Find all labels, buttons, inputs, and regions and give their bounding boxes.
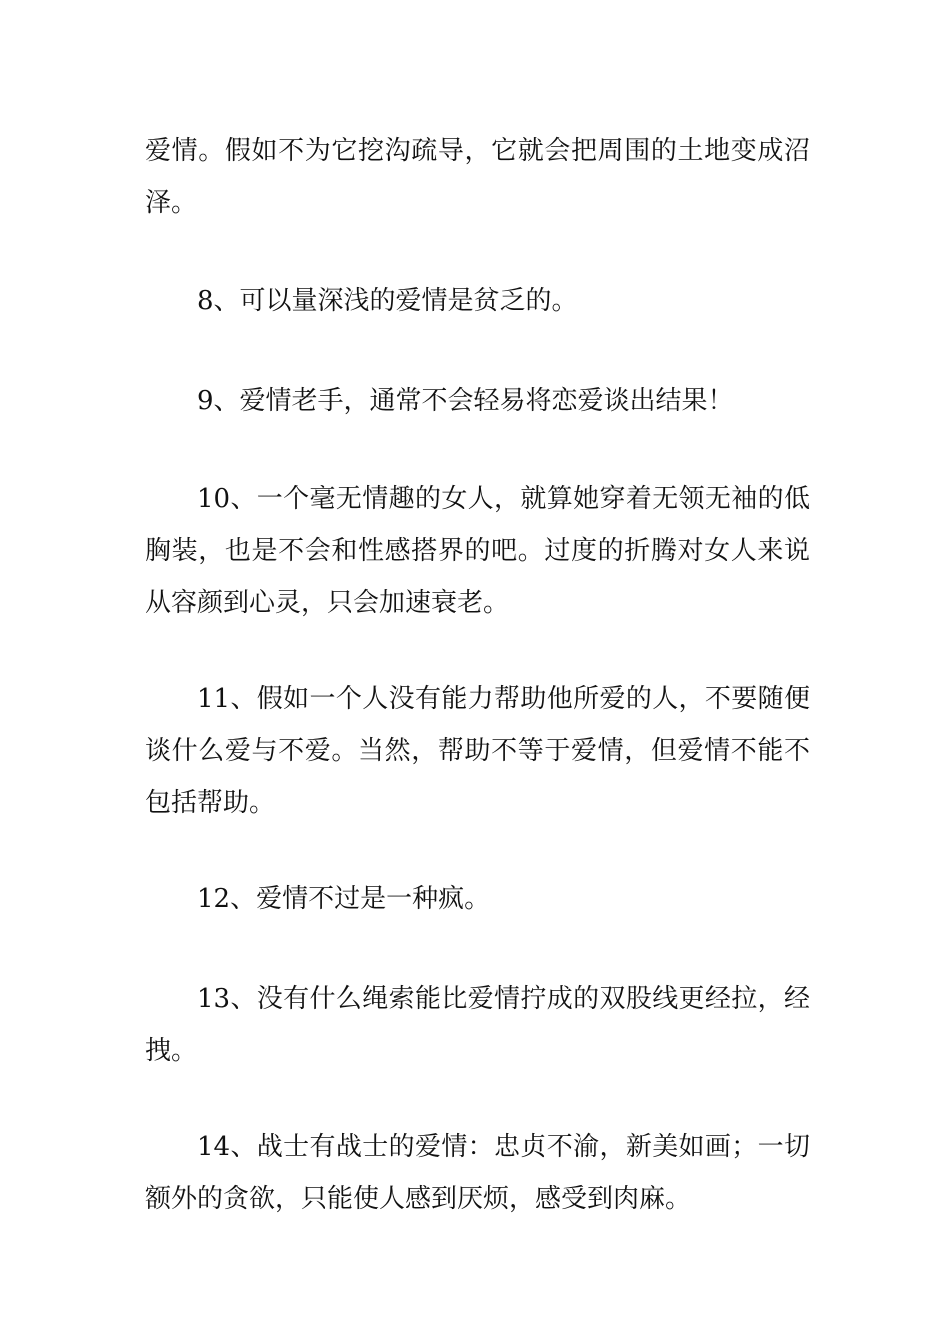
paragraph-item-9: 9、爱情老手，通常不会轻易将恋爱谈出结果！ [197, 386, 734, 416]
paragraph-item-11: 11、假如一个人没有能力帮助他所爱的人，不要随便谈什么爱与不爱。当然，帮助不等于爱情，但爱情不能不包括帮助。 [145, 684, 810, 818]
paragraph-continuation: 爱情。假如不为它挖沟疏导，它就会把周围的土地变成沼泽。 [145, 136, 810, 218]
paragraph-item-8: 8、可以量深浅的爱情是贫乏的。 [197, 286, 578, 316]
paragraph-item-14: 14、战士有战士的爱情：忠贞不渝，新美如画；一切额外的贪欲，只能使人感到厌烦，感受到肉麻。 [145, 1132, 810, 1214]
paragraph-item-13: 13、没有什么绳索能比爱情拧成的双股线更经拉，经拽。 [145, 984, 810, 1066]
paragraph-item-12: 12、爱情不过是一种疯。 [197, 884, 491, 914]
paragraph-item-10: 10、一个毫无情趣的女人，就算她穿着无领无袖的低胸装，也是不会和性感搭界的吧。过度的折腾对女人来说从容颜到心灵，只会加速衰老。 [145, 484, 810, 618]
